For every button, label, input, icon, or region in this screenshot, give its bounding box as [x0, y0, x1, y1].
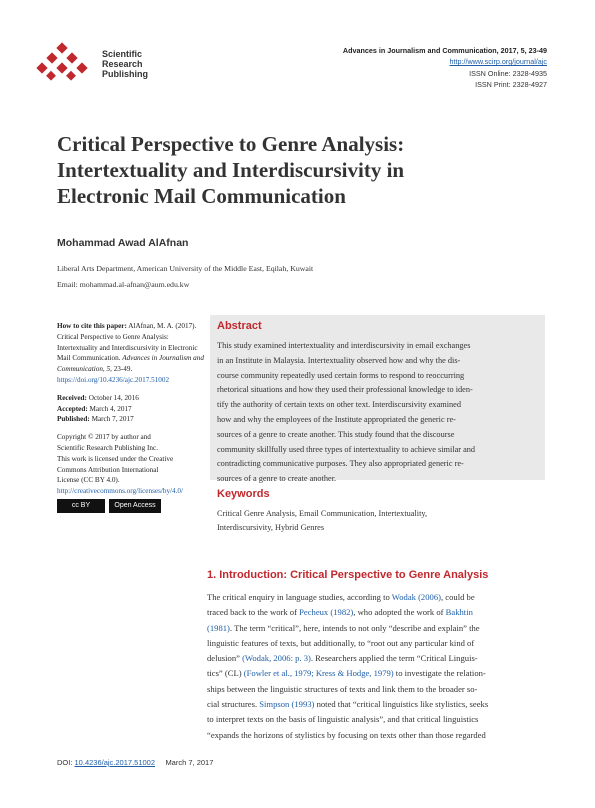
title-line: Critical Perspective to Genre Analysis:: [57, 132, 405, 156]
footer-doi-label: DOI:: [57, 758, 75, 767]
publisher-logo-text: [102, 49, 148, 79]
citation-link[interactable]: Simpson (1993): [259, 699, 315, 710]
abstract-line: This study examined intertextuality and interdiscursivity in email exchanges: [217, 341, 471, 350]
body-line: [207, 682, 541, 697]
keywords-heading: Keywords: [217, 488, 270, 500]
body-line: [207, 697, 541, 712]
body-text-span: to interpret texts on the basis of linguistic analysis”, and that critical linguistics: [207, 714, 479, 725]
body-text-span: , who adopted the work of: [353, 607, 446, 618]
body-line: [207, 651, 541, 666]
abstract-line: sources of a genre to create another. This study found that the discourse: [217, 429, 455, 439]
abstract-line: tify the authority of certain texts on other text. Interdiscursivity examined: [217, 400, 461, 410]
cite-label: How to cite this paper:: [57, 322, 127, 330]
citation-link[interactable]: (Fowler et al., 1979; Kress & Hodge, 1979): [243, 668, 394, 679]
keywords-line: Interdiscursivity, Hybrid Genres: [217, 523, 325, 532]
abstract-line: community skillfully used three types of intertextuality to achieve similar and: [217, 444, 476, 454]
body-text-span: linguistic features of texts, but additionally, to “root out any particular kind of: [207, 637, 475, 648]
logo-text-line: Scientific: [102, 49, 143, 59]
abstract-line: how and why the employees of the Institute appropriated the generic re-: [217, 414, 456, 424]
body-text-span: ships between the linguistic structures of texts and link them to the broader so-: [207, 683, 478, 694]
body-line: [207, 636, 541, 651]
citation-block: [57, 321, 205, 386]
body-line: [207, 728, 541, 743]
open-access-badge: Open Access: [109, 499, 161, 513]
body-line: [207, 621, 541, 636]
license-link[interactable]: http://creativecommons.org/licenses/by/4.0/: [57, 487, 184, 496]
body-line: [207, 712, 541, 727]
cc-by-badge-icon[interactable]: cc BY: [57, 499, 105, 513]
section-body: [207, 590, 541, 743]
author-name: Mohammad Awad AlAfnan: [57, 237, 189, 249]
footer-date: March 7, 2017: [165, 758, 214, 767]
abstract-heading: Abstract: [217, 320, 262, 332]
copyright-line: Scientific Research Publishing Inc.: [57, 443, 159, 452]
body-text-span: traced back to the work of: [207, 607, 300, 618]
abstract-text: [217, 339, 539, 487]
published-label: Published:: [57, 415, 90, 424]
author-affiliation: Liberal Arts Department, American University of the Middle East, Eqilah, Kuwait: [57, 264, 314, 273]
dates-block: [57, 393, 205, 425]
citation-link[interactable]: (Wodak, 2006: p. 3): [242, 653, 311, 664]
copyright-line: License (CC BY 4.0).: [57, 476, 120, 485]
article-sidebar: [57, 321, 205, 513]
abstract-line: in an Institute in Malaysia. Intertextuality observed how and why the dis-: [217, 355, 461, 365]
body-text-span: tics” (CL): [207, 668, 244, 679]
copyright-line: This work is licensed under the Creative: [57, 454, 174, 463]
body-text-span: to investigate the relation-: [393, 668, 486, 679]
journal-info: [343, 45, 547, 90]
body-text-span: . The term “critical”, here, intends to not only “describe and explain” the: [229, 622, 480, 633]
article-title: [57, 131, 527, 209]
body-text-span: delusion”: [207, 653, 243, 664]
citation-link[interactable]: (1981): [207, 622, 230, 633]
citation-link[interactable]: Wodak (2006): [391, 592, 441, 602]
copyright-line: Copyright © 2017 by author and: [57, 433, 151, 442]
journal-url-link[interactable]: http://www.scirp.org/journal/ajc: [449, 57, 547, 67]
abstract-line: rhetorical situations and how they used their professional knowledge to iden-: [217, 385, 473, 395]
title-line: Electronic Mail Communication: [57, 184, 346, 208]
body-text-span: . Researchers applied the term “Critical Linguis-: [310, 653, 478, 664]
cite-text: AlAfnan, M. A. (2017). Critical Perspective to Genre Analysis: Intertextuality and Interdiscursivity in Electronic Mail Communication.: [57, 322, 198, 363]
published-date: March 7, 2017: [89, 415, 134, 424]
body-text-span: cial structures.: [207, 699, 260, 710]
accepted-label: Accepted:: [57, 404, 88, 413]
abstract-line: course community repeatedly used certain forms to respond to reoccurring: [217, 370, 465, 380]
body-text-span: noted that “critical linguistics like stylistics, seeks: [314, 699, 489, 710]
logo-text-line: Research: [102, 59, 143, 69]
abstract-line: sources of a genre to create another.: [217, 474, 337, 484]
keywords-line: Critical Genre Analysis, Email Communication, Intertextuality,: [217, 509, 428, 518]
copyright-line: Commons Attribution International: [57, 465, 159, 474]
issn-print: ISSN Print: 2328-4927: [475, 79, 547, 89]
cite-journal: Advances in Journalism and Communication, 5,: [57, 354, 204, 374]
cite-pages: 23-49.: [111, 365, 133, 374]
issn-online: ISSN Online: 2328-4935: [469, 68, 547, 78]
received-label: Received:: [57, 393, 87, 402]
journal-citation: Advances in Journalism and Communication, 2017, 5, 23-49: [342, 46, 547, 55]
publisher-logo: [28, 42, 98, 82]
copyright-block: [57, 432, 205, 513]
citation-link[interactable]: Pecheux (1982): [299, 607, 354, 618]
section-heading: 1. Introduction: Critical Perspective to Genre Analysis: [207, 569, 489, 581]
body-text-span: , could be: [440, 592, 475, 602]
logo-text-line: Publishing: [102, 69, 148, 79]
body-text-span: “expands the horizons of stylistics by focusing on texts other than those regarded: [207, 729, 486, 740]
keywords-text: [217, 507, 537, 535]
author-email[interactable]: Email: mohammad.al-afnan@aum.edu.kw: [57, 280, 190, 289]
body-line: [207, 590, 541, 605]
citation-link[interactable]: Bakhtin: [445, 607, 473, 618]
abstract-line: contradicting communicative purposes. They also appropriated generic re-: [217, 459, 464, 469]
accepted-date: March 4, 2017: [87, 404, 132, 413]
body-line: [207, 605, 541, 620]
body-line: [207, 666, 541, 681]
body-text-span: The critical enquiry in language studies, according to: [207, 592, 392, 602]
page-footer: [57, 758, 213, 767]
footer-doi-link[interactable]: 10.4236/ajc.2017.51002: [74, 758, 156, 767]
cite-doi-link[interactable]: https://doi.org/10.4236/ajc.2017.51002: [57, 375, 170, 384]
title-line: Intertextuality and Interdiscursivity in: [57, 158, 405, 182]
received-date: October 14, 2016: [86, 393, 139, 402]
